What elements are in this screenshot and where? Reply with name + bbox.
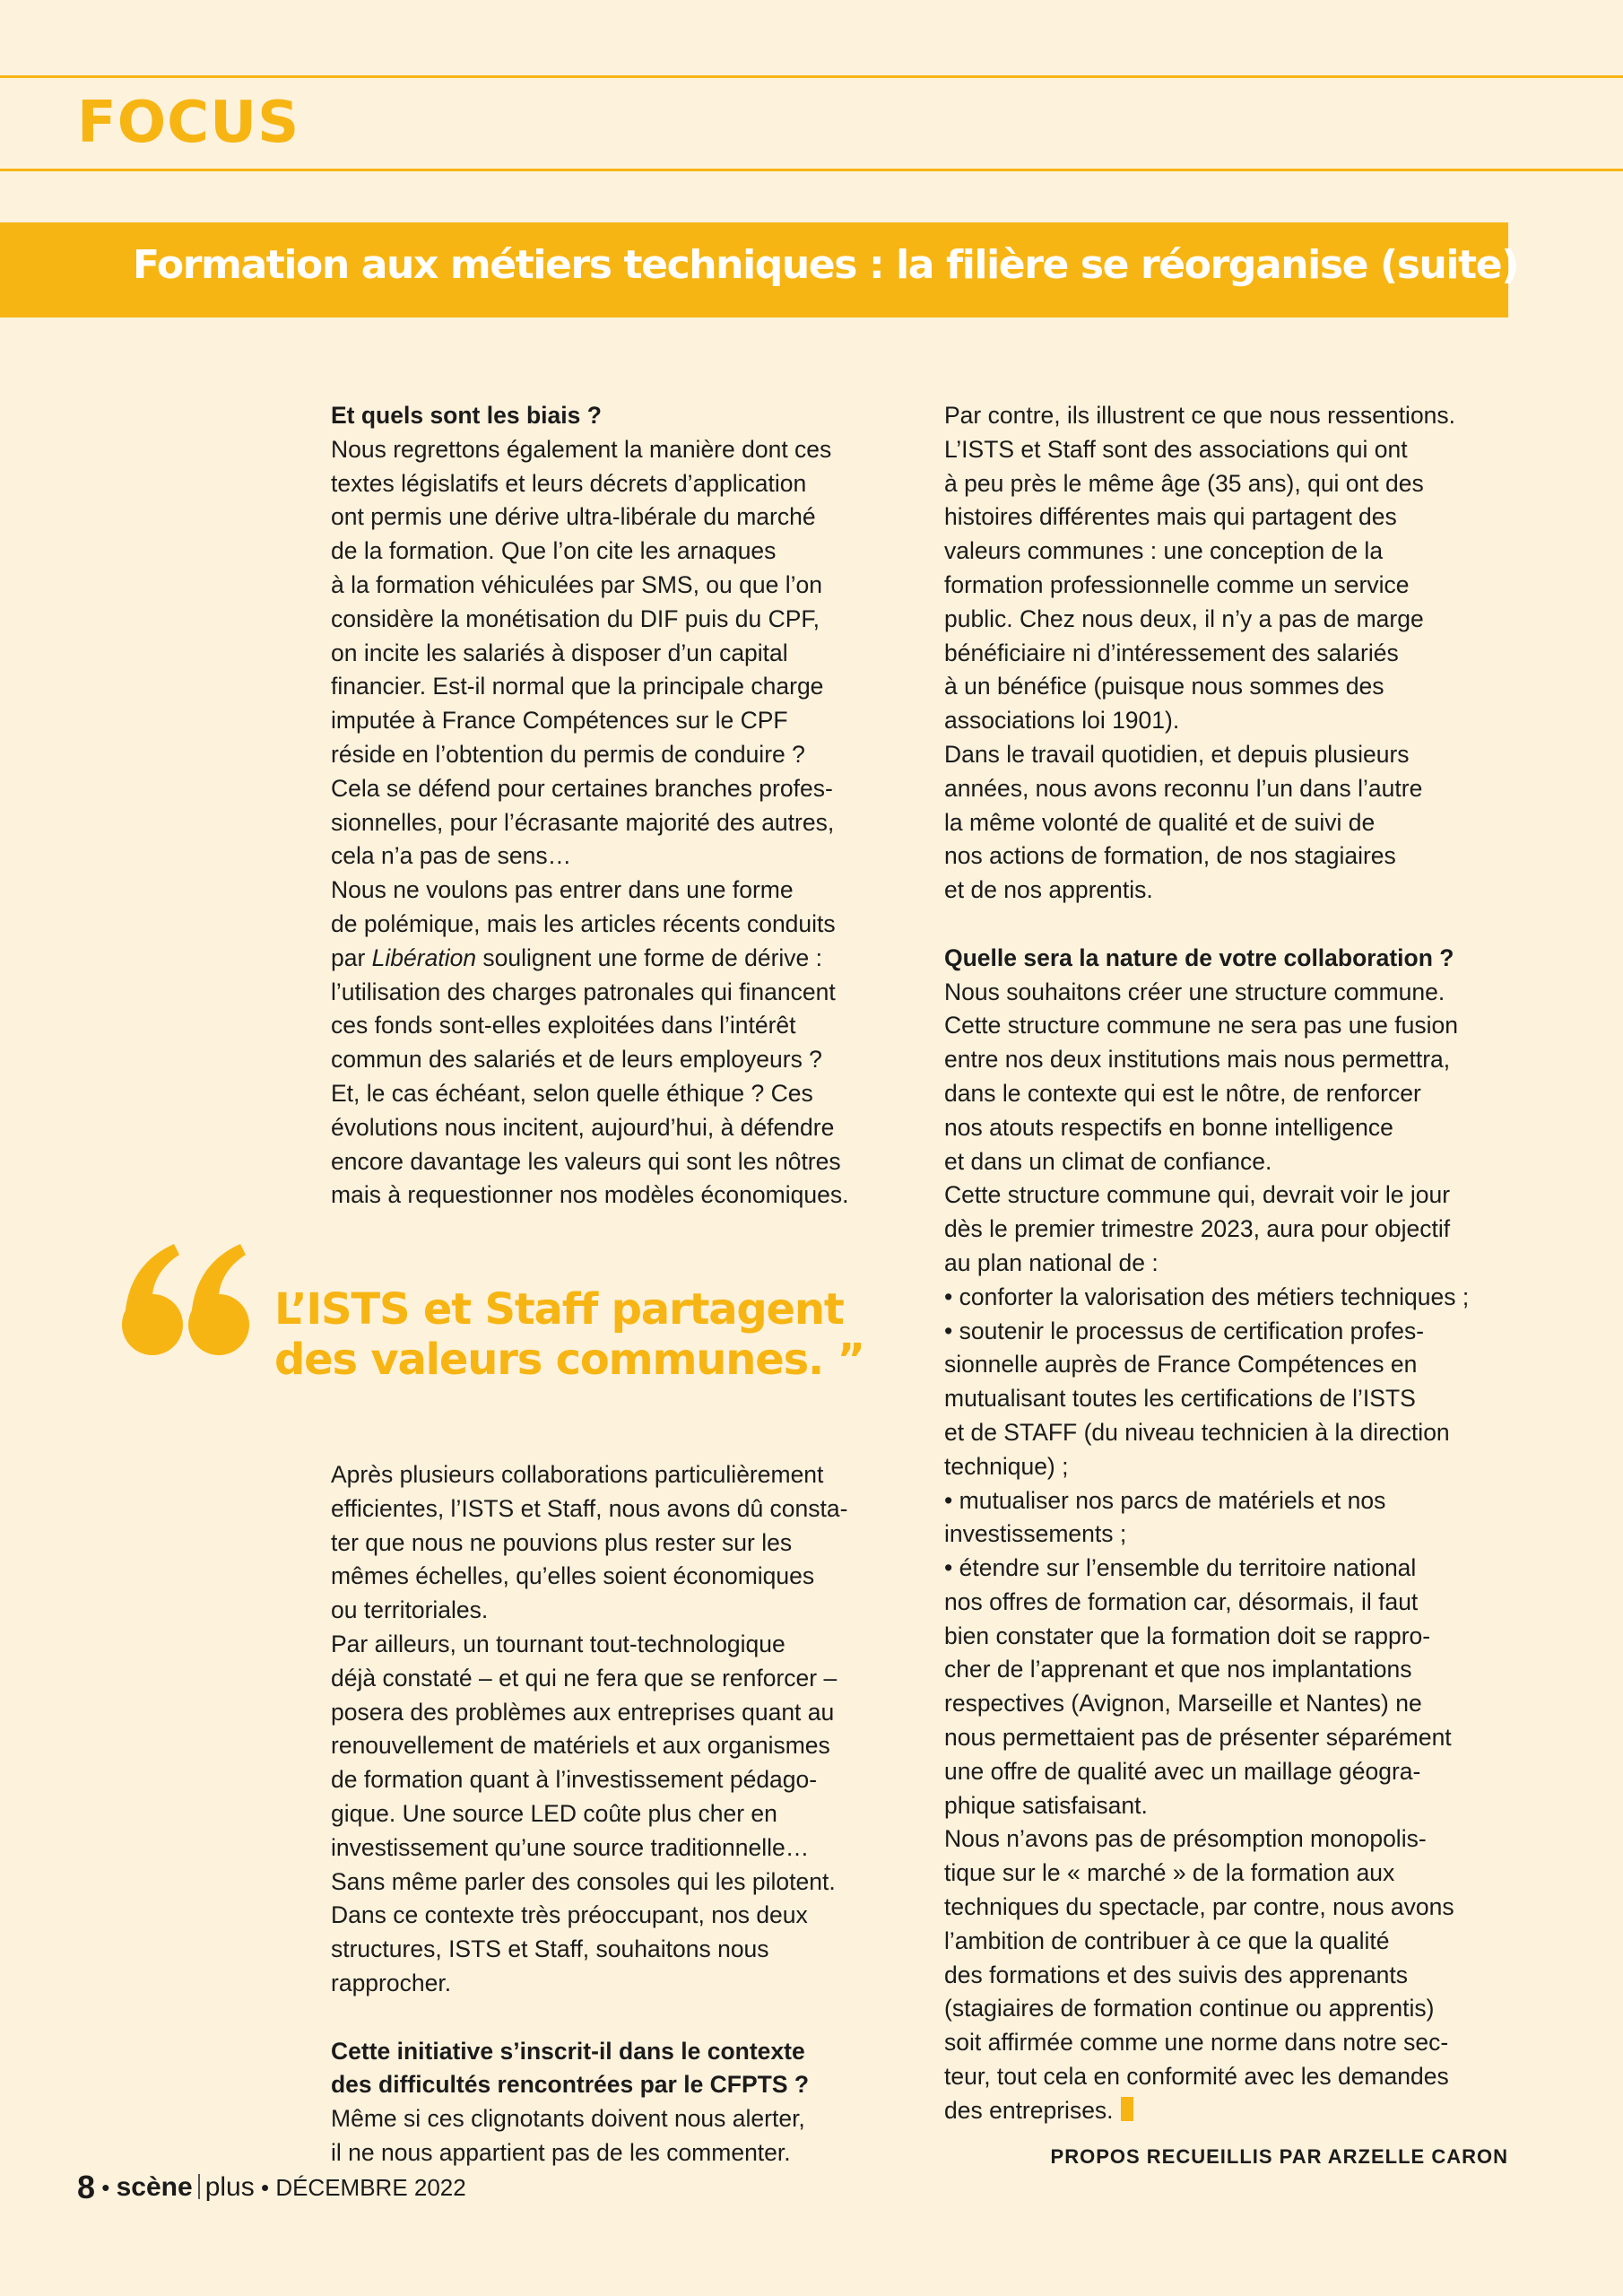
text-line: L’ISTS et Staff sont des associations qui ont	[944, 435, 1408, 463]
text-line: l’utilisation des charges patronales qui financent	[331, 978, 836, 1005]
title-banner	[0, 222, 1518, 317]
text-line: Et, le cas échéant, selon quelle éthique ? Ces	[331, 1079, 813, 1107]
text-line: Cette structure commune ne sera pas une fusion	[944, 1012, 1458, 1039]
text-line: l’ambition de contribuer à ce que la qualité	[944, 1926, 1390, 1954]
text-line: entre nos deux institutions mais nous permettra,	[944, 1046, 1451, 1074]
text-span: par	[331, 944, 372, 971]
text-line: respectives (Avignon, Marseille et Nantes) ne	[944, 1690, 1422, 1718]
text-line: évolutions nous incitent, aujourd’hui, à défendre	[331, 1113, 835, 1141]
question-heading: Quelle sera la nature de votre collaboration ?	[944, 944, 1454, 971]
text-line: techniques du spectacle, par contre, nous avons	[944, 1893, 1454, 1921]
text-line: soit affirmée comme une norme dans notre sec-	[944, 2029, 1449, 2057]
text-line: • mutualiser nos parcs de matériels et nos	[944, 1486, 1386, 1514]
text-line: Par contre, ils illustrent ce que nous ressentions.	[944, 402, 1456, 429]
paragraph-lines	[331, 1458, 847, 2001]
text-line: commun des salariés et de leurs employeurs ?	[331, 1046, 822, 1074]
text-line: investissements ;	[944, 1520, 1127, 1548]
text-line: formation professionnelle comme un service	[944, 570, 1410, 598]
text-span: des entreprises.	[944, 2096, 1114, 2124]
pull-quote-line: L’ISTS et Staff partagent	[274, 1284, 844, 1335]
text-line: dès le premier trimestre 2023, aura pour objectif	[944, 1215, 1451, 1243]
paragraph-lines	[944, 399, 1469, 908]
publication-name: Libération	[371, 944, 477, 971]
text-line: dans le contexte qui est le nôtre, de renforcer	[944, 1079, 1421, 1107]
text-line: ou territoriales.	[331, 1596, 489, 1624]
column-left-top	[331, 399, 848, 1213]
text-line: bénéficiaire ni d’intéressement des salariés	[944, 639, 1399, 666]
text-line: Par ailleurs, un tournant tout-technologique	[331, 1630, 785, 1657]
top-rule	[0, 75, 1623, 78]
text-line: mutualisant toutes les certifications de l’ISTS	[944, 1385, 1416, 1413]
spacer	[944, 908, 1469, 942]
text-line: bien constater que la formation doit se rappro-	[944, 1622, 1431, 1649]
section-rule	[0, 169, 1623, 171]
text-line: technique) ;	[944, 1452, 1069, 1480]
text-line: il ne nous appartient pas de les commenter.	[331, 2138, 791, 2166]
page-number: 8	[77, 2169, 96, 2205]
text-line: déjà constaté – et qui ne fera que se renforcer –	[331, 1664, 838, 1692]
paragraph-lines	[331, 2102, 847, 2170]
text-line: phique satisfaisant.	[944, 1791, 1148, 1819]
text-line	[331, 942, 848, 976]
text-line: cela n’a pas de sens…	[331, 842, 572, 870]
paragraph-lines	[331, 976, 848, 1213]
text-line: au plan national de :	[944, 1248, 1159, 1276]
text-line: structures, ISTS et Staff, souhaitons nous	[331, 1935, 769, 1963]
text-line: et de STAFF (du niveau technicien à la direction	[944, 1418, 1450, 1446]
text-line: à la formation véhiculées par SMS, ou que l’on	[331, 570, 822, 598]
author-credit: PROPOS RECUEILLIS PAR ARZELLE CARON	[1050, 2145, 1508, 2168]
column-left-bottom	[331, 1458, 847, 2170]
text-line: la même volonté de qualité et de suivi de	[944, 808, 1376, 836]
text-line: de formation quant à l’investissement pédago-	[331, 1766, 818, 1794]
issue-date: DÉCEMBRE 2022	[275, 2174, 466, 2201]
text-line: ces fonds sont-elles exploitées dans l’intérêt	[331, 1012, 796, 1039]
magazine-brand: scène	[116, 2172, 193, 2202]
spacer	[331, 2001, 847, 2035]
end-mark-icon	[1121, 2097, 1133, 2121]
text-line: nos offres de formation car, désormais, il faut	[944, 1587, 1419, 1615]
text-line: textes législatifs et leurs décrets d’application	[331, 469, 807, 497]
pull-quote-line: des valeurs communes. ”	[274, 1335, 864, 1385]
text-line: investissement qu’une source traditionnelle…	[331, 1833, 810, 1861]
magazine-brand-suffix: plus	[204, 2172, 255, 2202]
quote-mark-icon	[122, 1242, 251, 1361]
text-line: sionnelles, pour l’écrasante majorité des autres,	[331, 808, 835, 836]
paragraph-lines	[331, 433, 848, 942]
text-line: on incite les salariés à disposer d’un capital	[331, 639, 788, 666]
paragraph-lines	[944, 976, 1469, 2094]
text-line: ter que nous ne pouvions plus rester sur les	[331, 1528, 793, 1556]
question-heading: des difficultés rencontrées par le CFPTS ?	[331, 2071, 810, 2099]
text-line	[944, 2094, 1469, 2128]
text-line: années, nous avons reconnu l’un dans l’autre	[944, 774, 1423, 802]
text-line: (stagiaires de formation continue ou apprentis)	[944, 1995, 1435, 2022]
page-footer	[77, 2169, 466, 2206]
text-line: Même si ces clignotants doivent nous alerter,	[331, 2105, 805, 2133]
text-line: associations loi 1901).	[944, 707, 1180, 735]
text-line: cher de l’apprenant et que nos implantations	[944, 1656, 1412, 1683]
text-line: histoires différentes mais qui partagent des	[944, 503, 1397, 531]
section-label: FOCUS	[77, 90, 300, 156]
text-line: gique. Une source LED coûte plus cher en	[331, 1799, 777, 1827]
text-line: des formations et des suivis des apprenants	[944, 1961, 1409, 1988]
text-line: nos atouts respectifs en bonne intelligence	[944, 1113, 1393, 1141]
text-line: Nous n’avons pas de présomption monopolis-	[944, 1825, 1427, 1853]
text-line: public. Chez nous deux, il n’y a pas de marge	[944, 604, 1424, 632]
brand-divider	[198, 2174, 200, 2199]
text-line: encore davantage les valeurs qui sont les nôtres	[331, 1147, 841, 1175]
text-line: de la formation. Que l’on cite les arnaques	[331, 537, 777, 565]
text-line: ont permis une dérive ultra-libérale du marché	[331, 503, 816, 531]
separator-dot: •	[260, 2174, 270, 2201]
text-line: à peu près le même âge (35 ans), qui ont des	[944, 469, 1424, 497]
text-line: Cela se défend pour certaines branches profes-	[331, 774, 833, 802]
text-line: financier. Est-il normal que la principale charge	[331, 673, 824, 700]
text-line: • étendre sur l’ensemble du territoire national	[944, 1554, 1417, 1582]
text-line: sionnelle auprès de France Compétences en	[944, 1351, 1418, 1378]
question-heading: Et quels sont les biais ?	[331, 402, 602, 429]
text-line: Nous ne voulons pas entrer dans une forme	[331, 876, 794, 904]
text-line: • conforter la valorisation des métiers techniques ;	[944, 1283, 1470, 1310]
text-line: à un bénéfice (puisque nous sommes des	[944, 673, 1384, 700]
text-line: • soutenir le processus de certification profes-	[944, 1317, 1425, 1344]
text-line: imputée à France Compétences sur le CPF	[331, 707, 788, 735]
text-line: posera des problèmes aux entreprises quant au	[331, 1698, 835, 1726]
text-line: tique sur le « marché » de la formation aux	[944, 1859, 1395, 1887]
text-line: de polémique, mais les articles récents conduits	[331, 909, 836, 937]
text-line: mêmes échelles, qu’elles soient économiques	[331, 1562, 815, 1590]
text-line: réside en l’obtention du permis de conduire ?	[331, 740, 805, 768]
pull-quote	[274, 1284, 864, 1385]
question-heading: Cette initiative s’inscrit-il dans le contexte	[331, 2037, 805, 2065]
text-line: Dans le travail quotidien, et depuis plusieurs	[944, 740, 1410, 768]
text-line: Cette structure commune qui, devrait voir le jour	[944, 1181, 1451, 1209]
text-line: nous permettaient pas de présenter séparément	[944, 1724, 1452, 1752]
text-line: nos actions de formation, de nos stagiaires	[944, 842, 1396, 870]
text-line: efficientes, l’ISTS et Staff, nous avons dû consta-	[331, 1494, 848, 1522]
text-line: teur, tout cela en conformité avec les demandes	[944, 2063, 1449, 2091]
text-line: et de nos apprentis.	[944, 876, 1153, 904]
separator-dot: •	[101, 2174, 110, 2201]
text-line: valeurs communes : une conception de la	[944, 537, 1384, 565]
text-line: considère la monétisation du DIF puis du CPF,	[331, 604, 820, 632]
text-line: Sans même parler des consoles qui les pilotent.	[331, 1867, 836, 1895]
article-title: Formation aux métiers techniques : la filière se réorganise (suite)	[133, 242, 1518, 288]
text-line: mais à requestionner nos modèles économiques.	[331, 1181, 849, 1209]
column-right	[944, 399, 1469, 2128]
text-span: soulignent une forme de dérive :	[476, 944, 823, 971]
text-line: Après plusieurs collaborations particulièrement	[331, 1461, 824, 1488]
text-line: Nous souhaitons créer une structure commune.	[944, 978, 1445, 1005]
text-line: et dans un climat de confiance.	[944, 1147, 1272, 1175]
text-line: Nous regrettons également la manière dont ces	[331, 435, 832, 463]
text-line: rapprocher.	[331, 1969, 452, 1996]
text-line: une offre de qualité avec un maillage géogra-	[944, 1757, 1421, 1785]
text-line: renouvellement de matériels et aux organismes	[331, 1732, 830, 1760]
text-line: Dans ce contexte très préoccupant, nos deux	[331, 1901, 808, 1929]
